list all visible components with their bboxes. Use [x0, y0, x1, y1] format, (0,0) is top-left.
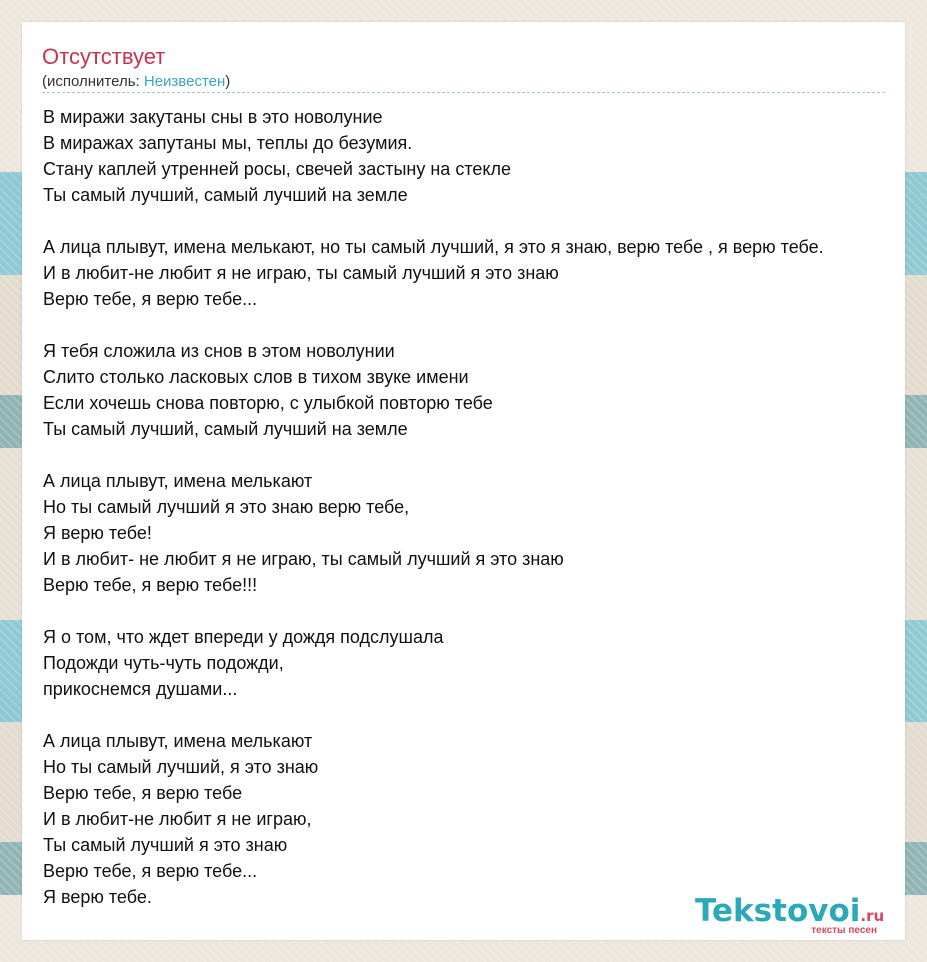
lyrics-line: И в любит- не любит я не играю, ты самый лучший я это знаю — [43, 549, 564, 569]
lyrics-line: И в любит-не любит я не играю, — [43, 809, 312, 829]
lyrics-line: Ты самый лучший я это знаю — [43, 835, 288, 855]
divider — [42, 92, 885, 93]
performer-prefix: (исполнитель: — [42, 73, 144, 90]
lyrics-blank-line — [43, 208, 927, 234]
lyrics-line: И в любит-не любит я не играю, ты самый лучший я это знаю — [43, 263, 559, 283]
lyrics-line: В миражи закутаны сны в это новолуние — [43, 107, 383, 127]
lyrics-blank-line — [43, 442, 927, 468]
lyrics-line: В миражах запутаны мы, теплы до безумия. — [43, 133, 413, 153]
lyrics-line: Ты самый лучший, самый лучший на земле — [43, 419, 408, 439]
lyrics-line: А лица плывут, имена мелькают — [43, 471, 313, 491]
lyrics-card — [22, 22, 905, 940]
lyrics-line: Стану каплей утренней росы, свечей застыну на стекле — [43, 159, 511, 179]
lyrics-line: Я тебя сложила из снов в этом новолунии — [43, 341, 395, 361]
song-title: Отсутствует — [42, 44, 166, 69]
lyrics-line: Я верю тебе. — [43, 887, 152, 907]
lyrics-line: Верю тебе, я верю тебе... — [43, 861, 258, 881]
performer-suffix: ) — [225, 73, 231, 90]
lyrics-line: А лица плывут, имена мелькают — [43, 731, 313, 751]
lyrics-line: Верю тебе, я верю тебе — [43, 783, 243, 803]
lyrics-line: прикоснемся душами... — [43, 679, 238, 699]
lyrics-line: А лица плывут, имена мелькают, но ты самый лучший, я это я знаю, верю тебе , я верю тебе. — [43, 237, 824, 257]
lyrics-blank-line — [43, 702, 927, 728]
lyrics-line: Если хочешь снова повторю, с улыбкой повторю тебе — [43, 393, 493, 413]
logo-main-text: Tekstovoi — [695, 893, 861, 929]
lyrics-line: Ты самый лучший, самый лучший на земле — [43, 185, 408, 205]
performer-link[interactable]: Неизвестен — [143, 73, 226, 90]
site-logo[interactable] — [695, 894, 905, 940]
lyrics-line: Я верю тебе! — [43, 523, 152, 543]
lyrics-blank-line — [43, 598, 927, 624]
lyrics-line: Верю тебе, я верю тебе... — [43, 289, 258, 309]
lyrics-blank-line — [43, 312, 927, 338]
lyrics-line: Подожди чуть-чуть подожди, — [43, 653, 284, 673]
performer-line — [42, 73, 230, 91]
lyrics-line: Верю тебе, я верю тебе!!! — [43, 575, 258, 595]
lyrics-line: Но ты самый лучший, я это знаю — [43, 757, 319, 777]
lyrics-line: Я о том, что ждет впереди у дождя подслушала — [43, 627, 444, 647]
lyrics-line: Но ты самый лучший я это знаю верю тебе, — [43, 497, 410, 517]
lyrics-text — [43, 104, 927, 910]
logo-tagline: тексты песен — [811, 925, 877, 936]
logo-domain-text: .ru — [860, 907, 885, 925]
lyrics-line: Слито столько ласковых слов в тихом звуке имени — [43, 367, 469, 387]
